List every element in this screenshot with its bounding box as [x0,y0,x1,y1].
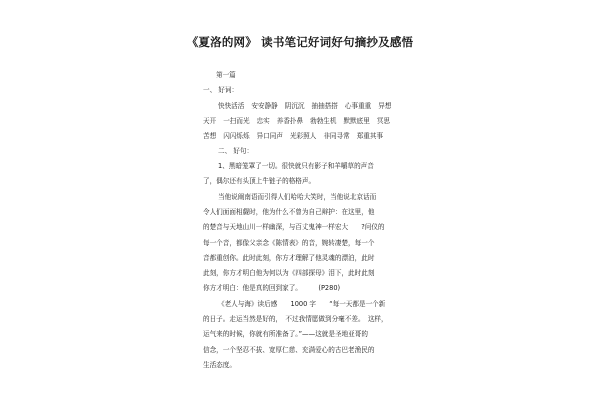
word-row [218,103,398,110]
text-line: 的日子。走运当然是好的， 不过我情愿做到分毫不差。 这样， [203,315,388,323]
word: 抽抽搭搭 [311,102,338,110]
word: 郑重其事 [356,132,384,140]
text-line: 了，偶尔还有头顶上牛链子的格格声。 [203,177,316,185]
text-line: 运气来的时候，你就有所准备了。”——这就是圣地亚哥的 [203,330,368,338]
text-line: 的楚音与天地山川一样幽深，与百丈鬼神一样宏大 ?问仪的 [203,223,385,231]
word: 苦想 [203,132,217,140]
word: 非同寻常 [323,132,350,140]
page-title: 《夏洛的网》 读书笔记好词好句摘抄及感悟 [186,35,414,49]
text-line: 当他说阐南语而引得人们哈哈大笑时，当他说北京话而 [218,193,377,201]
word: 安安静静 [251,102,278,110]
text-line: 1、黑暗笼罩了一切。很快就只有影子和羊嚼草的声音 [218,162,374,170]
text-line: 令人们面面相觑时，他为什么不曾为自己辩护：在这里，他 [203,208,375,216]
word: 闪闪烁烁 [223,132,250,140]
part2-heading: 二、 好句： [218,147,254,155]
word: 冥思 [376,117,391,125]
word: 异口同声 [256,132,283,140]
word: 勃勃生机 [310,117,337,125]
text-line: 信念，一个坚忍不拔、宽厚仁慈、充满爱心的古巴老渔民的 [203,346,375,354]
text-line: 音都重创你。此时此刻，你方才理解了他灵魂的漂泊，此时 [203,254,375,262]
text-line: 《老人与海》读后感 1000 字 “每一天都是一个新 [218,300,386,308]
word: 心事重重 [344,102,372,110]
word: 阴沉沉 [284,102,305,110]
word-row [203,133,390,140]
word: 快快活活 [218,102,245,110]
word-row [203,118,397,125]
word: 默默底里 [343,117,370,125]
text-line: 此刻，你方才明白他为何以为《四部探母》泪下，此时此刻 [203,269,375,277]
text-line: 你方才明白：他是真的回到家了。 (P280) [203,284,341,292]
word: 养香扑鼻 [276,117,304,125]
word: 忠实 [256,117,270,125]
text-line: 每一个音，都像父亲念《陈情表》的音，婉转凄楚，每一个 [203,239,375,247]
word: 光彩照人 [289,132,317,140]
word: 一扫而光 [223,117,250,125]
text-line: 生活态度。 [203,361,236,369]
part1-heading: 一、 好词： [203,86,239,94]
word: 天开 [203,117,217,125]
section-heading: 第一篇 [216,71,236,79]
word: 异想 [378,102,392,110]
